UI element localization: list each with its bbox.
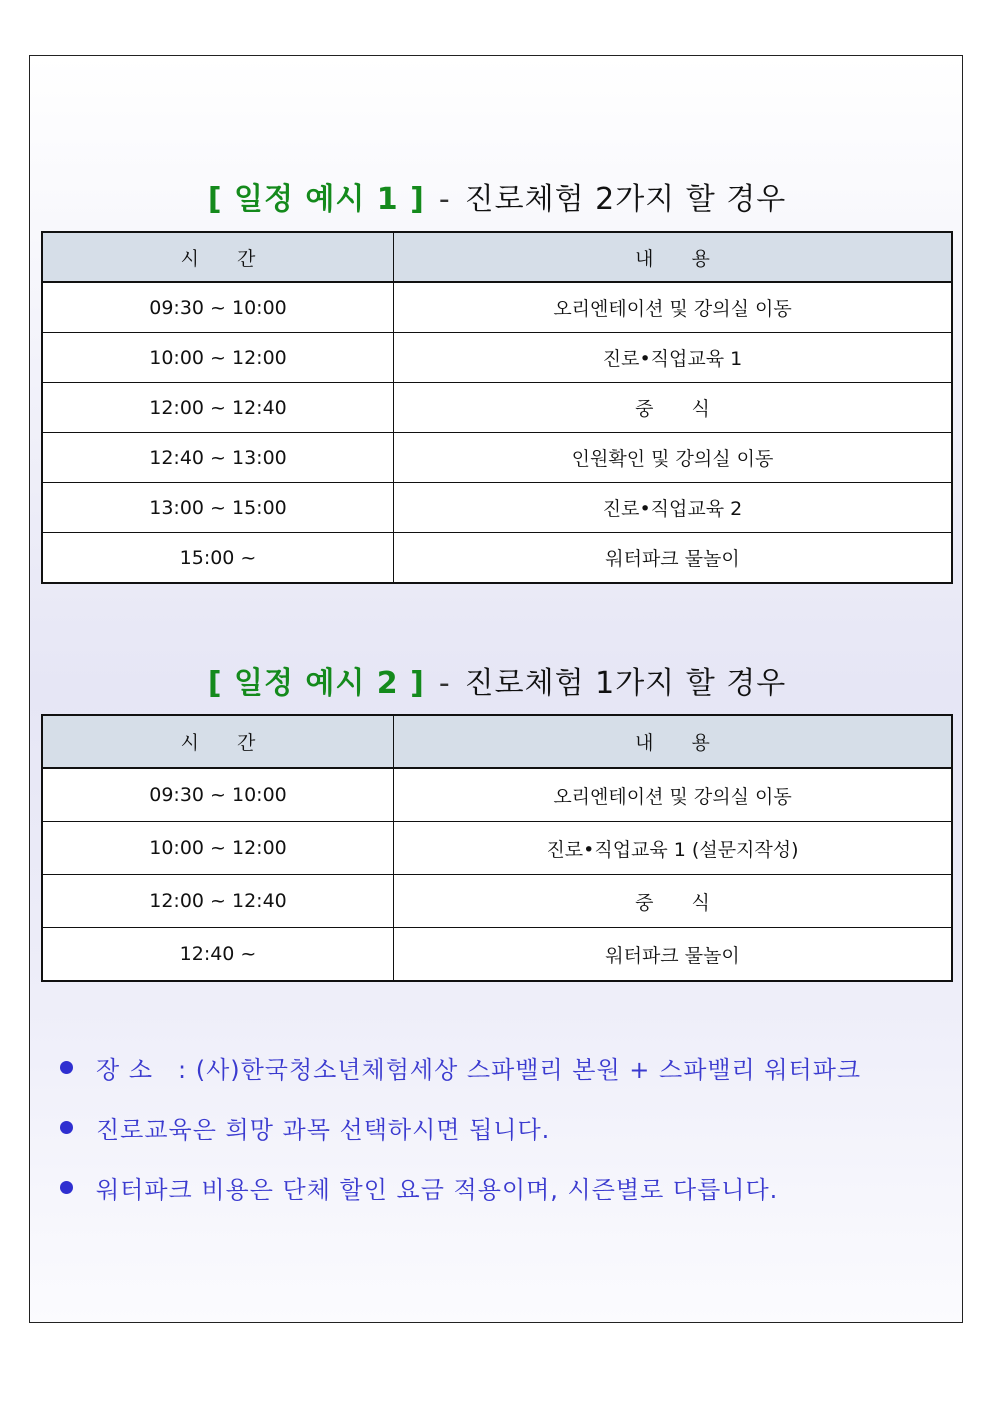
row-time: 10:00 ~ 12:00 (42, 333, 394, 383)
header-time: 시 간 (42, 232, 394, 282)
row-time: 12:00 ~ 12:40 (42, 875, 394, 928)
row-content: 워터파크 물놀이 (394, 533, 953, 584)
table-row (42, 822, 952, 875)
row-time: 09:30 ~ 10:00 (42, 282, 394, 333)
row-time: 12:40 ~ 13:00 (42, 433, 394, 483)
row-content: 워터파크 물놀이 (394, 928, 953, 982)
row-time: 12:40 ~ (42, 928, 394, 982)
row-content: 진로•직업교육 2 (394, 483, 953, 533)
bullet-icon (60, 1121, 73, 1134)
row-content: 오리엔테이션 및 강의실 이동 (394, 768, 953, 822)
header-time: 시 간 (42, 715, 394, 768)
table-row (42, 483, 952, 533)
schedule1-dash: - (438, 182, 451, 217)
table-row (42, 768, 952, 822)
table-row (42, 875, 952, 928)
page-frame (29, 55, 963, 1323)
schedule2-heading (30, 658, 964, 702)
note-location: 장 소 : (사)한국청소년체험세상 스파밸리 본원 + 스파밸리 워터파크 (96, 1056, 862, 1084)
schedule2-bracket-title: [ 일정 예시 2 ] (207, 666, 425, 701)
table-header-row (42, 232, 952, 282)
table-row (42, 383, 952, 433)
table-row (42, 533, 952, 584)
row-time: 10:00 ~ 12:00 (42, 822, 394, 875)
schedule1-table (41, 231, 953, 584)
table-header-row (42, 715, 952, 768)
schedule2-table (41, 714, 953, 982)
row-content: 오리엔테이션 및 강의실 이동 (394, 282, 953, 333)
table-row (42, 928, 952, 982)
schedule1-subtitle: 진로체험 2가지 할 경우 (464, 182, 787, 217)
row-content: 중 식 (394, 875, 953, 928)
table-row (42, 282, 952, 333)
note-course: 진로교육은 희망 과목 선택하시면 됩니다. (96, 1116, 551, 1144)
schedule2-dash: - (438, 666, 451, 701)
row-content: 중 식 (394, 383, 953, 433)
row-content: 진로•직업교육 1 (설문지작성) (394, 822, 953, 875)
schedule1-bracket-title: [ 일정 예시 1 ] (207, 182, 425, 217)
row-content: 인원확인 및 강의실 이동 (394, 433, 953, 483)
table-row (42, 433, 952, 483)
bullet-icon (60, 1181, 73, 1194)
note-waterpark: 워터파크 비용은 단체 할인 요금 적용이며, 시즌별로 다릅니다. (96, 1176, 779, 1204)
header-content: 내 용 (394, 232, 953, 282)
table-row (42, 333, 952, 383)
row-time: 13:00 ~ 15:00 (42, 483, 394, 533)
bullet-icon (60, 1061, 73, 1074)
schedule1-heading (30, 174, 964, 218)
header-content: 내 용 (394, 715, 953, 768)
row-content: 진로•직업교육 1 (394, 333, 953, 383)
row-time: 15:00 ~ (42, 533, 394, 584)
row-time: 09:30 ~ 10:00 (42, 768, 394, 822)
schedule2-subtitle: 진로체험 1가지 할 경우 (464, 666, 787, 701)
row-time: 12:00 ~ 12:40 (42, 383, 394, 433)
